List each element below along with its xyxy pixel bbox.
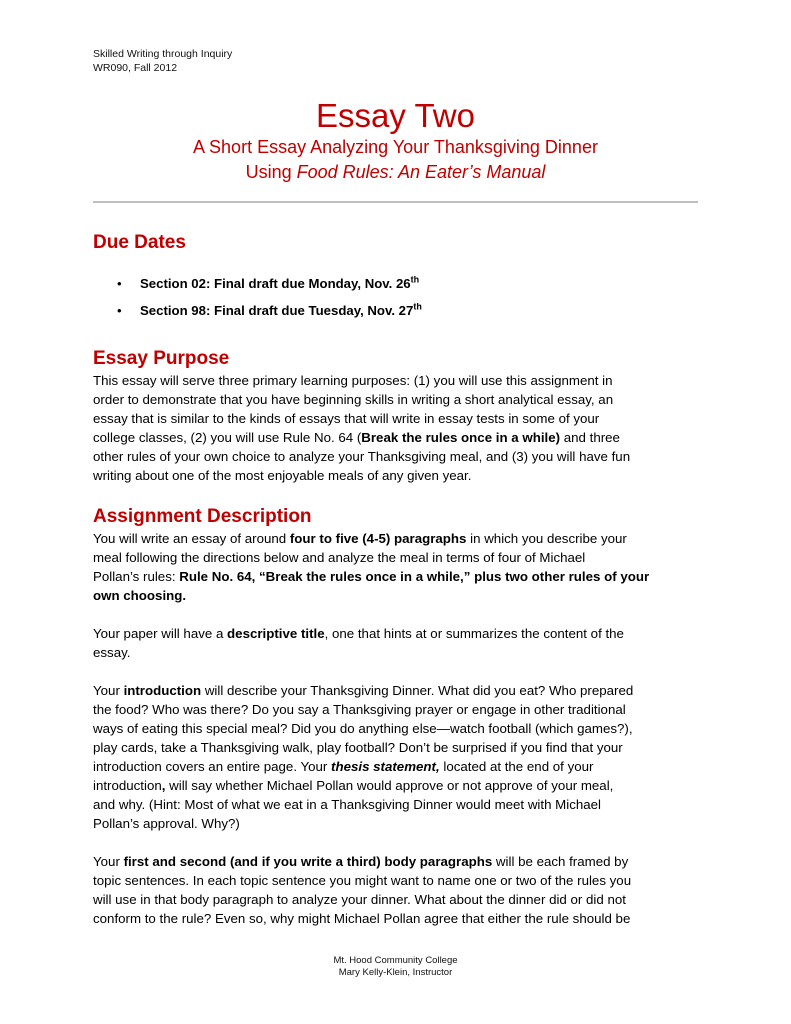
assignment-paragraph-3: Your introduction will describe your Thanksgiving Dinner. What did you eat? Who prepared the food? Who was there? Do you say a Thanksgiving prayer or engage in other traditional ways of eating this special meal? Did you do anything else—watch football (which games?), play cards, take a Thanksgiving walk, play football? Don’t be surprised if you find that your introduction covers an entire page. Your thesis statement, located at the end of your introduction, will say whether Michael Pollan would approve or not approve of your meal, and why. (Hint: Most of what we eat in a Thanksgiving Dinner would meet with Michael Pollan’s approval. Why?) bbox=[93, 683, 634, 831]
due-date-item bbox=[93, 275, 703, 293]
page-title: Essay Two bbox=[316, 97, 475, 134]
due-dates-list bbox=[93, 275, 703, 320]
bullet-icon: • bbox=[117, 276, 122, 291]
due-date-text: Section 98: Final draft due Tuesday, Nov. 27 bbox=[140, 303, 414, 318]
due-date-suffix: th bbox=[410, 274, 420, 285]
due-dates-section bbox=[93, 231, 703, 320]
purpose-section bbox=[93, 347, 703, 485]
due-date-text: Section 02: Final draft due Monday, Nov. 26 bbox=[140, 276, 411, 291]
due-date-item bbox=[93, 302, 703, 320]
page-footer bbox=[0, 955, 791, 979]
course-term: WR090, Fall 2012 bbox=[93, 62, 178, 74]
due-dates-heading: Due Dates bbox=[93, 232, 186, 253]
assignment-paragraph-4: Your first and second (and if you write a third) body paragraphs will be each framed by topic sentences. In each topic sentence you might want to name one or two of the rules you will use in that body paragraph to analyze your dinner. What about the dinner did or did not conform to the rule? Even so, why might Michael Pollan agree that either the rule should be bbox=[93, 854, 632, 926]
bullet-icon: • bbox=[117, 303, 122, 318]
subtitle-prefix: Using bbox=[245, 162, 297, 182]
assignment-paragraph-2: Your paper will have a descriptive title, one that hints at or summarizes the content of the essay. bbox=[93, 626, 624, 660]
assignment-paragraph-1: You will write an essay of around four to five (4-5) paragraphs in which you describe your meal following the directions below and analyze the meal in terms of four of Michael Pollan’s rules: Rule No. 64, “Break the rules once in a while,” plus two other rules of your own choosing. bbox=[93, 531, 650, 603]
purpose-heading: Essay Purpose bbox=[93, 348, 230, 369]
title-divider bbox=[93, 201, 698, 203]
instructor-name: Mary Kelly-Klein, Instructor bbox=[338, 967, 453, 978]
course-header bbox=[93, 47, 232, 75]
book-title: Food Rules: An Eater’s Manual bbox=[296, 162, 546, 182]
college-name: Mt. Hood Community College bbox=[333, 955, 458, 966]
assignment-heading: Assignment Description bbox=[93, 506, 312, 527]
course-name: Skilled Writing through Inquiry bbox=[93, 48, 233, 60]
purpose-paragraph: This essay will serve three primary learning purposes: (1) you will use this assignment in order to demonstrate that you have beginning skills in writing a short analytical essay, an essay that is similar to the kinds of essays that will write in essay tests in some of your college classes, (2) you will use Rule No. 64 (Break the rules once in a while) and three other rules of your own choice to analyze your Thanksgiving meal, and (3) you will have fun writing about one of the most enjoyable meals of any given year. bbox=[93, 373, 631, 483]
page-subtitle-line-1: A Short Essay Analyzing Your Thanksgiving Dinner bbox=[193, 137, 598, 157]
assignment-section bbox=[93, 505, 703, 928]
rule-64-emphasis: Break the rules once in a while) bbox=[361, 430, 561, 445]
due-date-suffix: th bbox=[413, 301, 422, 312]
page-subtitle-line-2 bbox=[0, 160, 791, 184]
